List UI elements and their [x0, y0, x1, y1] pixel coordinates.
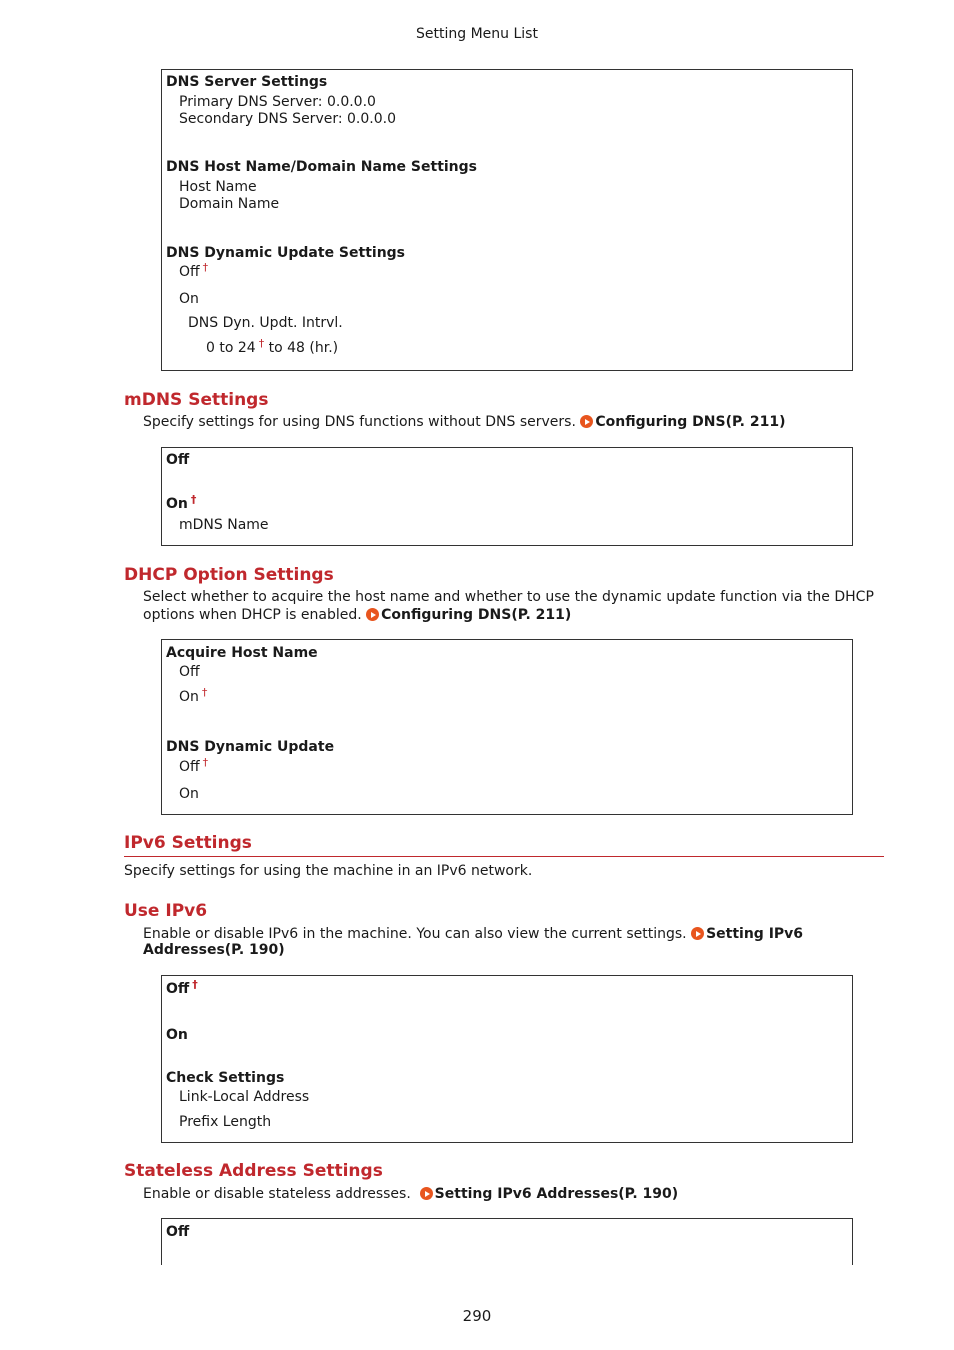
acquire-host-name-on: On †: [179, 686, 208, 705]
setting-ipv6-addresses-link[interactable]: Setting IPv6 Addresses(P. 190): [434, 1186, 679, 1202]
dns-update-interval-range: 0 to 24 † to 48 (hr.): [206, 337, 339, 356]
dhcp-description-line2: options when DHCP is enabled. Configuring DNS(P. 211): [143, 607, 572, 623]
dns-update-interval-item: DNS Dyn. Updt. Intrvl.: [188, 315, 343, 331]
default-dagger: †: [202, 261, 209, 274]
domain-name-item: Domain Name: [179, 196, 280, 212]
host-name-item: Host Name: [179, 179, 257, 195]
mdns-off-item: Off: [166, 452, 190, 468]
check-settings-title: Check Settings: [166, 1070, 285, 1086]
dns-update-on-item: On: [179, 291, 199, 307]
acquire-host-name-off: Off: [179, 664, 200, 680]
mdns-on-item: On †: [166, 493, 197, 512]
dns-dynamic-update-title: DNS Dynamic Update Settings: [166, 245, 406, 261]
acquire-host-name-title: Acquire Host Name: [166, 645, 318, 661]
default-dagger: †: [201, 686, 208, 699]
link-arrow-icon: [420, 1187, 433, 1200]
stateless-off-item: Off: [166, 1224, 190, 1240]
default-dagger: †: [192, 978, 198, 991]
dhcp-option-settings-heading: DHCP Option Settings: [124, 565, 334, 585]
ipv6-settings-heading: IPv6 Settings: [124, 833, 252, 853]
section-rule: [124, 856, 884, 857]
link-arrow-icon: [366, 608, 379, 621]
stateless-description: Enable or disable stateless addresses. Setting IPv6 Addresses(P. 190): [143, 1186, 679, 1202]
setting-ipv6-link-continued[interactable]: Addresses(P. 190): [143, 942, 285, 958]
dhcp-options-box: [161, 639, 853, 815]
configuring-dns-link[interactable]: Configuring DNS(P. 211): [595, 414, 786, 430]
dhcp-dns-update-on: On: [179, 786, 199, 802]
dns-host-domain-title: DNS Host Name/Domain Name Settings: [166, 159, 478, 175]
link-arrow-icon: [580, 415, 593, 428]
dhcp-description-line1: Select whether to acquire the host name and whether to use the dynamic update function via the DHCP: [143, 589, 874, 605]
secondary-dns-server: Secondary DNS Server: 0.0.0.0: [179, 111, 396, 127]
primary-dns-server: Primary DNS Server: 0.0.0.0: [179, 94, 376, 110]
default-dagger: †: [258, 337, 265, 350]
link-arrow-icon: [691, 927, 704, 940]
use-ipv6-off-item: Off †: [166, 978, 198, 997]
mdns-settings-heading: mDNS Settings: [124, 390, 269, 410]
mdns-name-item: mDNS Name: [179, 517, 269, 533]
prefix-length-item: Prefix Length: [179, 1114, 272, 1130]
stateless-options-box: [161, 1218, 853, 1265]
setting-ipv6-link[interactable]: Setting IPv6: [706, 926, 804, 942]
default-dagger: †: [190, 493, 197, 506]
use-ipv6-description: Enable or disable IPv6 in the machine. You can also view the current settings. Setting IPv6: [143, 926, 804, 942]
dns-update-off-item: Off †: [179, 261, 209, 280]
mdns-description: Specify settings for using DNS functions without DNS servers. Configuring DNS(P. 211): [143, 414, 786, 430]
page-number: 290: [462, 1307, 492, 1325]
link-local-address-item: Link-Local Address: [179, 1089, 310, 1105]
dhcp-dns-update-off: Off †: [179, 756, 209, 775]
stateless-address-heading: Stateless Address Settings: [124, 1161, 383, 1181]
configuring-dns-link[interactable]: Configuring DNS(P. 211): [381, 607, 572, 623]
ipv6-description: Specify settings for using the machine in an IPv6 network.: [124, 863, 533, 879]
dhcp-dns-dynamic-update-title: DNS Dynamic Update: [166, 739, 335, 755]
use-ipv6-on-item: On: [166, 1027, 188, 1043]
default-dagger: †: [202, 756, 209, 769]
use-ipv6-heading: Use IPv6: [124, 901, 208, 921]
running-header: Setting Menu List: [416, 26, 538, 42]
dns-server-settings-title: DNS Server Settings: [166, 74, 328, 90]
